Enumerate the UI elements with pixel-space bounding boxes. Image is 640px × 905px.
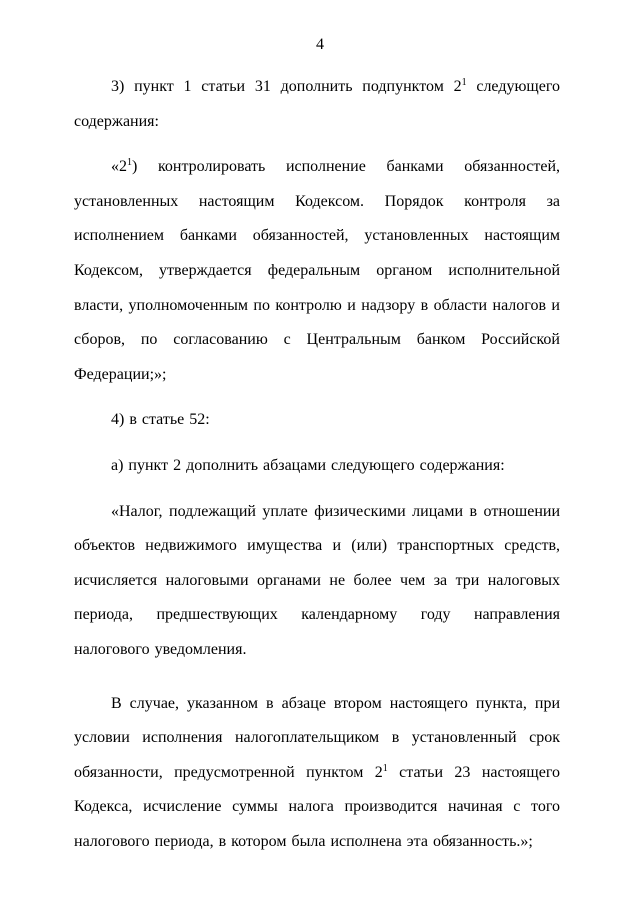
superscript: 1 <box>127 157 132 169</box>
paragraph-subitem-2-1 <box>74 150 560 392</box>
page-number: 4 <box>316 36 324 53</box>
paragraph-text: В случае, указанном в абзаце втором настоящего пункта, при условии исполнения налогоплательщиком в установленный срок обязанности, предусмотренной пунктом 2 <box>74 694 560 781</box>
paragraph-text: «2 <box>111 158 127 176</box>
superscript: 1 <box>461 77 467 88</box>
paragraph-text: 3) пункт 1 статьи 31 дополнить подпунктом 2 <box>111 78 462 95</box>
document-body <box>74 70 560 859</box>
paragraph-subitem-a: а) пункт 2 дополнить абзацами следующего содержания: <box>111 456 505 474</box>
paragraph-tax-obligation <box>74 687 560 860</box>
superscript: 1 <box>382 762 388 774</box>
paragraph-item-3 <box>74 70 560 139</box>
paragraph-text: ) контролировать исполнение банками обязанностей, установленных настоящим Кодексом. Порядок контроля за исполнением банками обязанностей, установленных настоящим Кодексом, утверждается федеральным органом исполнительной власти, уполномоченным по контролю и надзору в области налогов и сборов, по согласованию с Центральным банком Российской Федерации;»; <box>74 158 560 383</box>
paragraph-tax-calculation: «Налог, подлежащий уплате физическими лицами в отношении объектов недвижимого имущества и (или) транспортных средств, исчисляется налоговыми органами не более чем за три налоговых периода, предшествующих календарному году направления налогового уведомления. <box>74 502 560 658</box>
paragraph-text: статьи 23 настоящего Кодекса, исчисление суммы налога производится начиная с того налогового периода, в котором была исполнена эта обязанность.»; <box>74 763 561 850</box>
paragraph-text: следующего содержания: <box>74 78 560 130</box>
paragraph-item-4: 4) в статье 52: <box>111 411 210 429</box>
